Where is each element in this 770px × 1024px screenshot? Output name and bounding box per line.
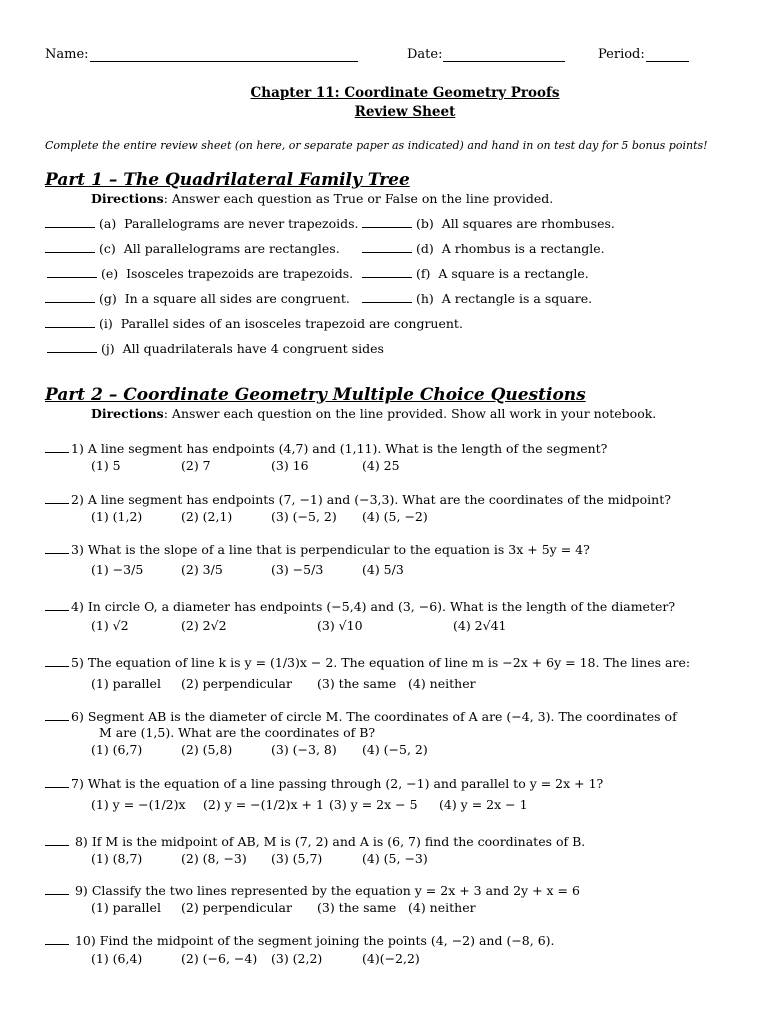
choice[interactable]: (2) perpendicular: [181, 676, 292, 691]
question-8: 8) If M is the midpoint of AB, M is (7, 2) and A is (6, 7) find the coordinates of B.: [45, 834, 585, 849]
choice[interactable]: (2) (2,1): [181, 509, 233, 524]
choice[interactable]: (2) (−6, −4): [181, 951, 258, 966]
name-line: [90, 47, 358, 62]
choice[interactable]: (4) neither: [408, 676, 476, 691]
question-6-choices: [91, 742, 428, 757]
choice[interactable]: (4) (−5, 2): [362, 742, 428, 757]
date-field[interactable]: [407, 47, 565, 62]
question-4-choices: [91, 618, 507, 633]
answer-blank[interactable]: [45, 542, 69, 554]
choice[interactable]: (2) 3/5: [181, 562, 223, 577]
period-label: Period:: [598, 47, 645, 62]
choice[interactable]: (1) (8,7): [91, 851, 143, 866]
choice[interactable]: (4) (5, −3): [362, 851, 428, 866]
name-field[interactable]: [45, 47, 358, 62]
answer-blank[interactable]: [47, 341, 97, 353]
choice[interactable]: (3) −5/3: [271, 562, 324, 577]
part1-directions-text: : Answer each question as True or False on the line provided.: [163, 191, 554, 206]
choice[interactable]: (2) 2√2: [181, 618, 227, 633]
answer-blank[interactable]: [362, 266, 412, 278]
part1-directions-label: Directions: [91, 191, 164, 206]
question-9: 9) Classify the two lines represented by the equation y = 2x + 3 and 2y + x = 6: [45, 883, 580, 898]
answer-blank[interactable]: [45, 933, 69, 945]
answer-blank[interactable]: [47, 266, 97, 278]
question-9-choices: [91, 900, 476, 915]
choice[interactable]: (2) 7: [181, 458, 211, 473]
answer-blank[interactable]: [45, 883, 69, 895]
period-line: [646, 47, 689, 62]
question-7: 7) What is the equation of a line passing through (2, −1) and parallel to y = 2x + 1?: [45, 776, 603, 791]
tf-item-f: (f) A square is a rectangle.: [362, 266, 589, 281]
name-label: Name:: [45, 47, 89, 62]
answer-blank[interactable]: [45, 241, 95, 253]
title-line-2: Review Sheet: [354, 104, 456, 120]
answer-blank[interactable]: [45, 492, 69, 504]
choice[interactable]: (2) (5,8): [181, 742, 233, 757]
choice[interactable]: (2) perpendicular: [181, 900, 292, 915]
tf-item-e: (e) Isosceles trapezoids are trapezoids.: [47, 266, 353, 281]
question-3: 3) What is the slope of a line that is perpendicular to the equation is 3x + 5y = 4?: [45, 542, 590, 557]
choice[interactable]: (4)(−2,2): [362, 951, 420, 966]
tf-item-h: (h) A rectangle is a square.: [362, 291, 592, 306]
question-10-choices: [91, 951, 420, 966]
choice[interactable]: (3) 16: [271, 458, 309, 473]
choice[interactable]: (1) parallel: [91, 676, 161, 691]
question-4: 4) In circle O, a diameter has endpoints (−5,4) and (3, −6). What is the length of the diameter?: [45, 599, 675, 614]
title-line-1: Chapter 11: Coordinate Geometry Proofs: [250, 85, 560, 101]
answer-blank[interactable]: [362, 241, 412, 253]
date-label: Date:: [407, 47, 443, 62]
choice[interactable]: (3) the same: [317, 900, 397, 915]
part2-directions: [91, 406, 656, 421]
tf-item-j: (j) All quadrilaterals have 4 congruent sides: [47, 341, 384, 356]
question-6: 6) Segment AB is the diameter of circle M. The coordinates of A are (−4, 3). The coordinates of: [45, 709, 677, 724]
question-1: 1) A line segment has endpoints (4,7) and (1,11). What is the length of the segment?: [45, 441, 607, 456]
answer-blank[interactable]: [45, 291, 95, 303]
choice[interactable]: (3) the same: [317, 676, 397, 691]
tf-item-a: (a) Parallelograms are never trapezoids.: [45, 216, 359, 231]
intro-text: Complete the entire review sheet (on here, or separate paper as indicated) and hand in on test day for 5 bonus points!: [45, 139, 708, 152]
answer-blank[interactable]: [45, 441, 69, 453]
part2-directions-label: Directions: [91, 406, 164, 421]
choice[interactable]: (3) y = 2x − 5: [329, 797, 418, 812]
choice[interactable]: (4) 5/3: [362, 562, 404, 577]
choice[interactable]: (1) (6,4): [91, 951, 143, 966]
question-10: 10) Find the midpoint of the segment joining the points (4, −2) and (−8, 6).: [45, 933, 555, 948]
question-8-choices: [91, 851, 428, 866]
tf-item-b: (b) All squares are rhombuses.: [362, 216, 615, 231]
choice[interactable]: (3) √10: [317, 618, 363, 633]
part1-heading: Part 1 – The Quadrilateral Family Tree: [45, 170, 410, 190]
question-2: 2) A line segment has endpoints (7, −1) and (−3,3). What are the coordinates of the midpoint?: [45, 492, 671, 507]
tf-item-c: (c) All parallelograms are rectangles.: [45, 241, 340, 256]
choice[interactable]: (4) 2√41: [453, 618, 507, 633]
choice[interactable]: (3) (5,7): [271, 851, 323, 866]
choice[interactable]: (2) (8, −3): [181, 851, 247, 866]
answer-blank[interactable]: [45, 834, 69, 846]
question-2-choices: [91, 509, 428, 524]
answer-blank[interactable]: [362, 291, 412, 303]
answer-blank[interactable]: [45, 599, 69, 611]
part2-directions-text: : Answer each question on the line provided. Show all work in your notebook.: [163, 406, 657, 421]
question-3-choices: [91, 562, 404, 577]
choice[interactable]: (1) (6,7): [91, 742, 143, 757]
answer-blank[interactable]: [45, 655, 69, 667]
choice[interactable]: (4) (5, −2): [362, 509, 428, 524]
answer-blank[interactable]: [362, 216, 412, 228]
date-line: [443, 47, 565, 62]
tf-item-g: (g) In a square all sides are congruent.: [45, 291, 350, 306]
part2-heading: Part 2 – Coordinate Geometry Multiple Choice Questions: [45, 385, 586, 405]
tf-item-d: (d) A rhombus is a rectangle.: [362, 241, 605, 256]
choice[interactable]: (4) 25: [362, 458, 400, 473]
question-7-choices: [91, 797, 528, 812]
choice[interactable]: (1) 5: [91, 458, 121, 473]
choice[interactable]: (3) (−5, 2): [271, 509, 337, 524]
question-5-choices: [91, 676, 476, 691]
answer-blank[interactable]: [45, 316, 95, 328]
period-field[interactable]: [598, 47, 689, 62]
part1-directions: [91, 191, 553, 206]
answer-blank[interactable]: [45, 709, 69, 721]
choice[interactable]: (1) (1,2): [91, 509, 143, 524]
choice[interactable]: (4) neither: [408, 900, 476, 915]
question-6-line-2: M are (1,5). What are the coordinates of B?: [99, 725, 376, 740]
choice[interactable]: (2) y = −(1/2)x + 1: [203, 797, 324, 812]
question-5: 5) The equation of line k is y = (1/3)x − 2. The equation of line m is −2x + 6y = 18. The lines are:: [45, 655, 690, 670]
tf-item-i: (i) Parallel sides of an isosceles trapezoid are congruent.: [45, 316, 463, 331]
question-1-choices: [91, 458, 400, 473]
answer-blank[interactable]: [45, 216, 95, 228]
choice[interactable]: (3) (−3, 8): [271, 742, 337, 757]
choice[interactable]: (1) −3/5: [91, 562, 144, 577]
choice[interactable]: (1) y = −(1/2)x: [91, 797, 186, 812]
choice[interactable]: (3) (2,2): [271, 951, 323, 966]
choice[interactable]: (4) y = 2x − 1: [439, 797, 528, 812]
answer-blank[interactable]: [45, 776, 69, 788]
choice[interactable]: (1) parallel: [91, 900, 161, 915]
choice[interactable]: (1) √2: [91, 618, 129, 633]
